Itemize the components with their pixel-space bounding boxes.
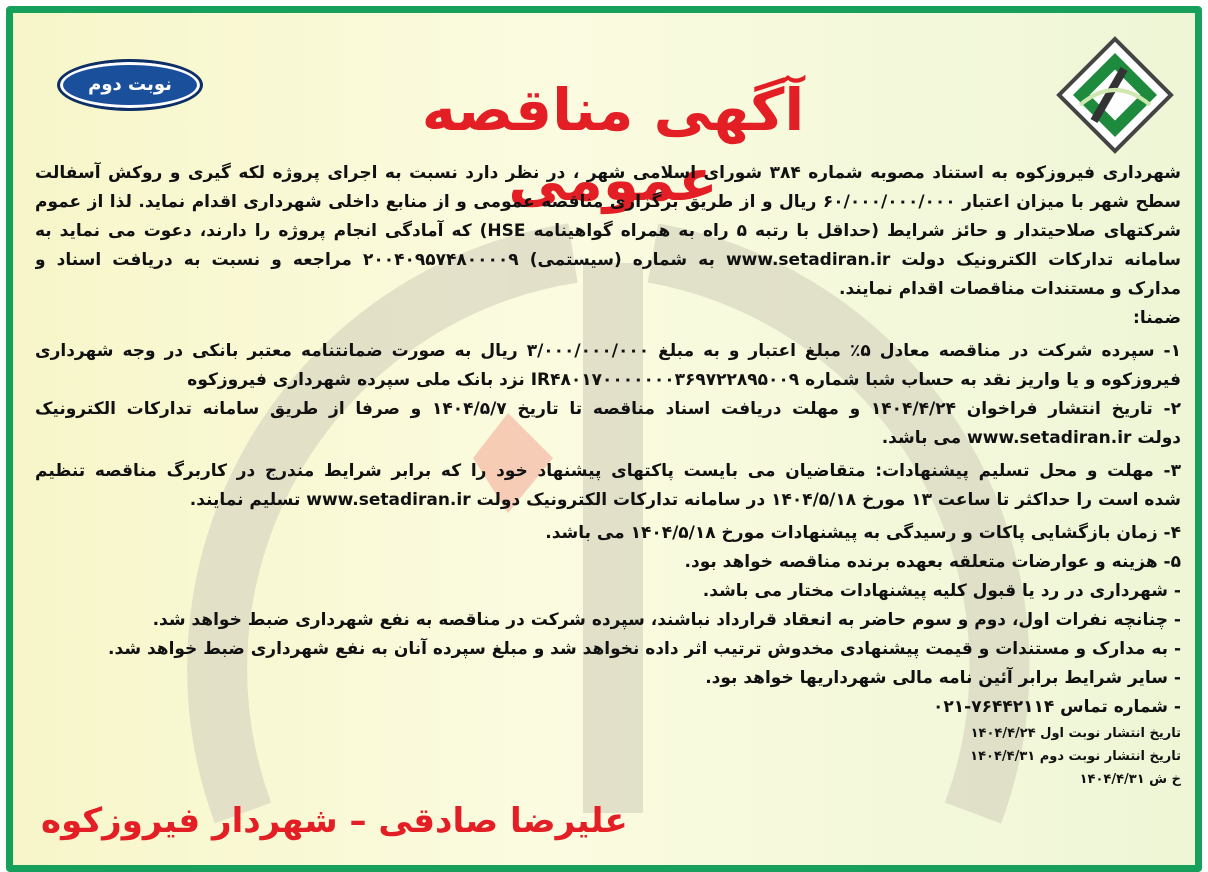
municipality-logo xyxy=(1055,35,1175,155)
clause-3: ۳- مهلت و محل تسلیم پیشنهادات: متقاضیان می بایست پاکتهای پیشنهاد خود را که برابر شرایط مندرج در کاربرگ مناقصه تنظیم xyxy=(35,461,1181,481)
announcement-body xyxy=(35,159,1181,791)
clause-4: ۴- زمان بازگشایی پاکات و رسیدگی به پیشنهادات مورخ ۱۴۰۴/۵/۱۸ می باشد. xyxy=(545,523,1181,543)
page-title: آگهی مناقصه عمومی xyxy=(421,76,805,214)
clause-2: ۲- تاریخ انتشار فراخوان ۱۴۰۴/۴/۲۴ و مهلت دریافت اسناد مناقصه تا تاریخ ۱۴۰۴/۵/۷ و صرفا از طریق سامانه تدارکات الکترونیک xyxy=(35,399,1181,419)
clause-1-cont: فیروزکوه و یا واریز نقد به حساب شبا شماره IR۴۸۰۱۷۰۰۰۰۰۰۰۳۶۹۷۲۲۸۹۵۰۰۹ نزد بانک ملی سپرده شهرداری فیروزکوه xyxy=(187,370,1181,390)
second-publication-badge: نوبت دوم xyxy=(57,59,203,111)
clause-2-cont: دولت www.setadiran.ir می باشد. xyxy=(881,428,1181,448)
advertisement-frame xyxy=(6,6,1202,872)
body-line: شرکتهای صلاحیتدار و حائز شرایط (حداقل با رتبه ۵ راه به همراه گواهینامه HSE) که آمادگی انجام پروژه را دارند، دعوت می نماید به xyxy=(35,221,1181,241)
clause-1: ۱- سپرده شرکت در مناقصه معادل ۵٪ مبلغ اعتبار و به مبلغ ۳/۰۰۰/۰۰۰/۰۰۰ ریال به صورت ضمانتنامه معتبر بانکی در وجه شهرداری xyxy=(35,341,1181,361)
clause-documents: - به مدارک و مستندات و قیمت پیشنهادی مخدوش ترتیب اثر داده نخواهد شد و مبلغ سپرده آنان به نفع شهرداری ضبط خواهد شد. xyxy=(108,639,1181,659)
contact-phone: - شماره تماس ۷۶۴۴۲۱۱۴-۰۲۱ xyxy=(933,697,1181,717)
body-line: سطح شهر با میزان اعتبار ۶۰/۰۰۰/۰۰۰/۰۰۰ ریال و از طریق برگزاری مناقصه عمومی و از منابع داخلی شهرداری اقدام نماید. لذا از عموم xyxy=(35,192,1181,212)
body-line: ضمنا: xyxy=(1133,308,1181,328)
clause-winners: - چنانچه نفرات اول، دوم و سوم حاضر به انعقاد قرارداد نباشند، سپرده شرکت در مناقصه به نفع شهرداری ضبط خواهد شد. xyxy=(152,610,1181,630)
body-line: مدارک و مستندات مناقصات اقدام نمایند. xyxy=(839,279,1181,299)
reference-code: خ ش ۱۴۰۴/۴/۳۱ xyxy=(1079,772,1181,787)
clause-regulations: - سایر شرایط برابر آئین نامه مالی شهرداریها خواهد بود. xyxy=(705,668,1181,688)
body-line: سامانه تدارکات الکترونیک دولت www.setadiran.ir به شماره (سیستمی) ۲۰۰۴۰۹۵۷۴۸۰۰۰۰۹ مراجعه و نسبت به دریافت اسناد و xyxy=(35,250,1181,270)
body-line: شهرداری فیروزکوه به استناد مصوبه شماره ۳۸۴ شورای اسلامی شهر ، در نظر دارد نسبت به اجرای پروژه لکه گیری و روکش آسفالت xyxy=(35,163,1181,183)
clause-5: ۵- هزینه و عوارضات متعلقه بعهده برنده مناقصه خواهد بود. xyxy=(684,552,1181,572)
clause-rejection: - شهرداری در رد یا قبول کلیه پیشنهادات مختار می باشد. xyxy=(702,581,1181,601)
first-publish-date: تاریخ انتشار نوبت اول ۱۴۰۴/۴/۲۴ xyxy=(970,726,1181,741)
clause-3-cont: شده است را حداکثر تا ساعت ۱۳ مورخ ۱۴۰۴/۵/۱۸ در سامانه تدارکات الکترونیک دولت www.setadiran.ir تسلیم نمایند. xyxy=(189,490,1181,510)
mayor-signature: علیرضا صادقی – شهردار فیروزکوه xyxy=(41,801,628,841)
second-publish-date: تاریخ انتشار نوبت دوم ۱۴۰۴/۴/۳۱ xyxy=(970,749,1181,764)
